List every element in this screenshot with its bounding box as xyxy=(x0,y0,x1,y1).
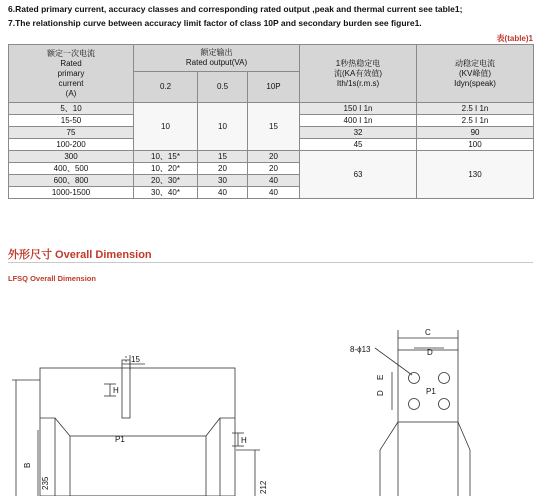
dim-h2-label: H xyxy=(241,436,247,445)
dim-d-side-label: D xyxy=(376,390,385,396)
header-class-05: 0.5 xyxy=(198,72,248,103)
header-thermal xyxy=(300,45,417,103)
section-subtitle: LFSQ Overall Dimension xyxy=(8,274,96,283)
row-current: 100-200 xyxy=(9,139,134,151)
output-05: 30 xyxy=(198,175,248,187)
output-02: 10、15* xyxy=(134,151,198,163)
section-divider xyxy=(8,262,533,263)
dim-d-top-label: D xyxy=(427,348,433,357)
p1-front-label: P1 xyxy=(115,435,125,444)
table-tag: 表(table)1 xyxy=(496,34,533,43)
dim-235-label: 235 xyxy=(41,476,50,490)
row-current: 75 xyxy=(9,127,134,139)
output-02: 30、40* xyxy=(134,187,198,199)
dim-h-label: H xyxy=(113,386,119,395)
output-05: 20 xyxy=(198,163,248,175)
header-dynamic-l2: (KV峰值) xyxy=(459,68,492,78)
output-02-group: 10 xyxy=(134,103,198,151)
dynamic-value: 2.5 I 1n xyxy=(417,103,534,115)
dynamic-value-group: 130 xyxy=(417,151,534,199)
section-title: 外形尺寸 Overall Dimension xyxy=(8,249,152,261)
output-10p-group: 15 xyxy=(248,103,300,151)
header-dynamic-l3: Idyn(speak) xyxy=(454,78,496,88)
thermal-value: 32 xyxy=(300,127,417,139)
header-dynamic-l1: 动稳定电流 xyxy=(455,58,496,68)
header-class-10p: 10P xyxy=(248,72,300,103)
row-current: 400、500 xyxy=(9,163,134,175)
dim-15-label: 15 xyxy=(131,355,140,364)
thermal-value: 45 xyxy=(300,139,417,151)
thermal-value-group: 63 xyxy=(300,151,417,199)
thermal-value: 150 I 1n xyxy=(300,103,417,115)
output-05: 15 xyxy=(198,151,248,163)
dynamic-value: 100 xyxy=(417,139,534,151)
note-accuracy-curve: 7.The relationship curve between accuracy limit factor of class 10P and secondary burden see figure1. xyxy=(8,18,422,28)
thermal-value: 400 I 1n xyxy=(300,115,417,127)
spec-table xyxy=(8,44,534,199)
side-view xyxy=(375,330,470,496)
output-10p: 20 xyxy=(248,163,300,175)
note-rated-current: 6.Rated primary current, accuracy classes and corresponding rated output ,peak and thermal current see table1; xyxy=(8,4,463,14)
dynamic-value: 90 xyxy=(417,127,534,139)
output-05-group: 10 xyxy=(198,103,248,151)
header-current-cn: 额定一次电流 xyxy=(47,48,95,58)
output-10p: 20 xyxy=(248,151,300,163)
header-current-en1: Rated xyxy=(60,58,82,68)
header-current-en2: primary xyxy=(57,68,85,78)
header-output-cn: 额定输出 xyxy=(200,48,233,57)
row-current: 15-50 xyxy=(9,115,134,127)
row-current: 300 xyxy=(9,151,134,163)
front-view-labels xyxy=(23,355,268,494)
p1-side-label: P1 xyxy=(426,387,436,396)
dim-b-label: B xyxy=(23,462,32,468)
output-05: 40 xyxy=(198,187,248,199)
front-view xyxy=(12,355,260,496)
output-02: 10、20* xyxy=(134,163,198,175)
dynamic-value: 2.5 I 1n xyxy=(417,115,534,127)
row-current: 600、800 xyxy=(9,175,134,187)
header-thermal-l2: 流(KA有效值) xyxy=(334,68,383,78)
header-current-en3: current xyxy=(58,78,84,88)
header-class-02: 0.2 xyxy=(134,72,198,103)
holes-label: 8-ϕ13 xyxy=(350,345,371,354)
dim-c-label: C xyxy=(425,328,431,337)
header-rated-current xyxy=(9,45,134,103)
header-thermal-l3: Ith/1s(r.m.s) xyxy=(336,78,380,88)
output-10p: 40 xyxy=(248,175,300,187)
header-dynamic xyxy=(417,45,534,103)
dimension-drawing xyxy=(0,300,541,496)
row-current: 1000-1500 xyxy=(9,187,134,199)
dim-212-label: 212 xyxy=(259,480,268,494)
output-10p: 40 xyxy=(248,187,300,199)
header-rated-output xyxy=(134,45,300,72)
header-current-unit: (A) xyxy=(65,88,77,98)
dim-e-label: E xyxy=(376,374,385,380)
output-02: 20、30* xyxy=(134,175,198,187)
header-output-en: Rated output(VA) xyxy=(185,58,248,67)
row-current: 5、10 xyxy=(9,103,134,115)
header-thermal-l1: 1秒热稳定电 xyxy=(335,58,381,68)
